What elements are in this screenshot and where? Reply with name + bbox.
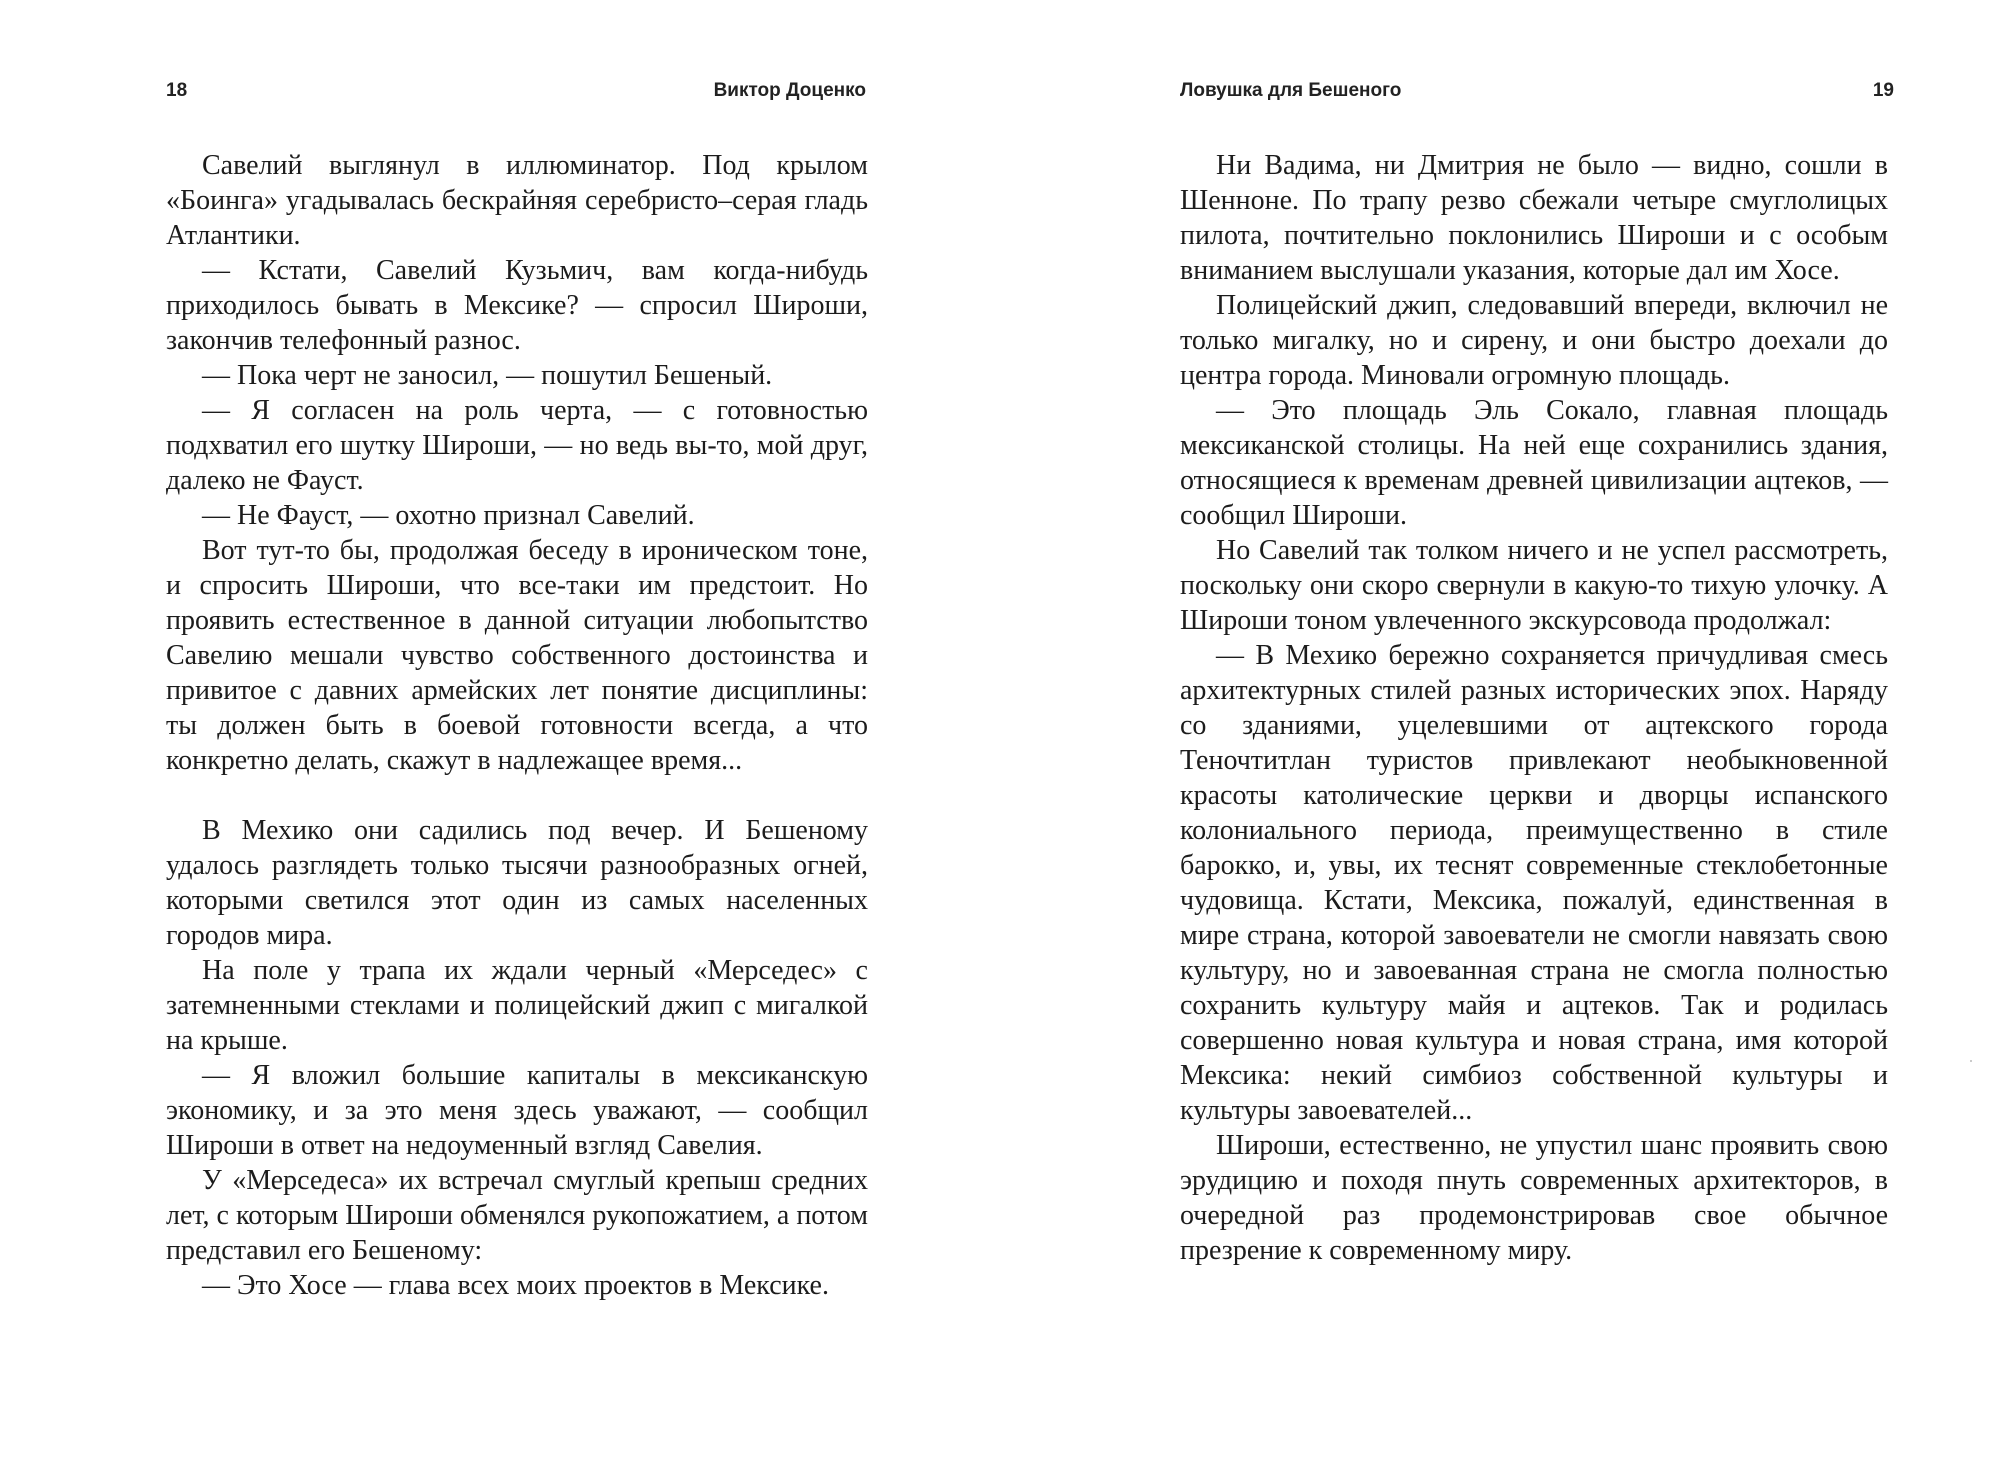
paragraph-section-start: В Мехико они садились под вечер. И Бешеному удалось разглядеть только тысячи разнообразных огней, которыми светился этот один из самых населенных городов мира.: [166, 815, 868, 951]
right-page-text: [1180, 148, 1888, 1268]
paragraph: — Я вложил большие капиталы в мексиканскую экономику, и за это меня здесь уважают, — сообщил Широши в ответ на недоуменный взгляд Савелия.: [166, 1060, 868, 1161]
paragraph: — Я согласен на роль черта, — с готовностью подхватил его шутку Широши, — но ведь вы-то, мой друг, далеко не Фауст.: [166, 395, 868, 496]
paragraph: На поле у трапа их ждали черный «Мерседес» с затемненными стеклами и полицейский джип с мигалкой на крыше.: [166, 955, 868, 1056]
paragraph: У «Мерседеса» их встречал смуглый крепыш средних лет, с которым Широши обменялся рукопожатием, а потом представил его Бешеному:: [166, 1165, 868, 1266]
page-number-right: 19: [1872, 80, 1894, 101]
scan-speck: [1970, 1060, 1972, 1062]
paragraph: — Это Хосе — глава всех моих проектов в Мексике.: [202, 1270, 829, 1301]
right-page: [1000, 0, 2000, 1458]
running-head-author: Виктор Доценко: [713, 80, 866, 101]
paragraph: Ни Вадима, ни Дмитрия не было — видно, сошли в Шенноне. По трапу резво сбежали четыре смуглолицых пилота, почтительно поклонились Широши и с особым вниманием выслушали указания, которые дал им Хосе.: [1180, 150, 1888, 286]
paragraph: — Пока черт не заносил, — пошутил Бешеный.: [202, 360, 773, 391]
paragraph: Широши, естественно, не упустил шанс проявить свою эрудицию и походя пнуть современных архитекторов, в очередной раз продемонстрировав свое обычное презрение к современному миру.: [1180, 1130, 1888, 1266]
paragraph: Вот тут-то бы, продолжая беседу в ироническом тоне, и спросить Широши, что все-таки им предстоит. Но проявить естественное в данной ситуации любопытство Савелию мешали чувство собственного достоинства и привитое с давних армейских лет понятие дисциплины: ты должен быть в боевой готовности всегда, а что конкретно делать, скажут в надлежащее время...: [166, 535, 868, 776]
paragraph: Но Савелий так толком ничего и не успел рассмотреть, поскольку они скоро свернули в какую-то тихую улочку. А Широши тоном увлеченного экскурсовода продолжал:: [1180, 535, 1888, 636]
page-number-left: 18: [166, 80, 188, 101]
running-head-title: Ловушка для Бешеного: [1180, 80, 1402, 101]
paragraph: Полицейский джип, следовавший впереди, включил не только мигалку, но и сирену, и они быстро доехали до центра города. Миновали огромную площадь.: [1180, 290, 1888, 391]
paragraph: — Это площадь Эль Сокало, главная площадь мексиканской столицы. На ней еще сохранились здания, относящиеся к временам древней цивилизации ацтеков, — сообщил Широши.: [1180, 395, 1888, 531]
paragraph: — Не Фауст, — охотно признал Савелий.: [202, 500, 695, 531]
paragraph: — Кстати, Савелий Кузьмич, вам когда-нибудь приходилось бывать в Мексике? — спросил Широши, закончив телефонный разнос.: [166, 255, 868, 356]
paragraph: Савелий выглянул в иллюминатор. Под крылом «Боинга» угадывалась бескрайняя серебристо–серая гладь Атлантики.: [166, 150, 868, 251]
left-page-text: [166, 148, 868, 1303]
paragraph: — В Мехико бережно сохраняется причудливая смесь архитектурных стилей разных исторических эпох. Наряду со зданиями, уцелевшими от ацтекского города Теночтитлан туристов привлекают необыкновенной красоты католические церкви и дворцы испанского колониального периода, преимущественно в стиле барокко, и, увы, их теснят современные стеклобетонные чудовища. Кстати, Мексика, пожалуй, единственная в мире страна, которой завоеватели не смогли навязать свою культуру, но и завоеванная страна не смогла полностью сохранить культуру майя и ацтеков. Так и родилась совершенно новая культура и новая страна, имя которой Мексика: некий симбиоз собственной культуры и культуры завоевателей...: [1180, 640, 1888, 1126]
